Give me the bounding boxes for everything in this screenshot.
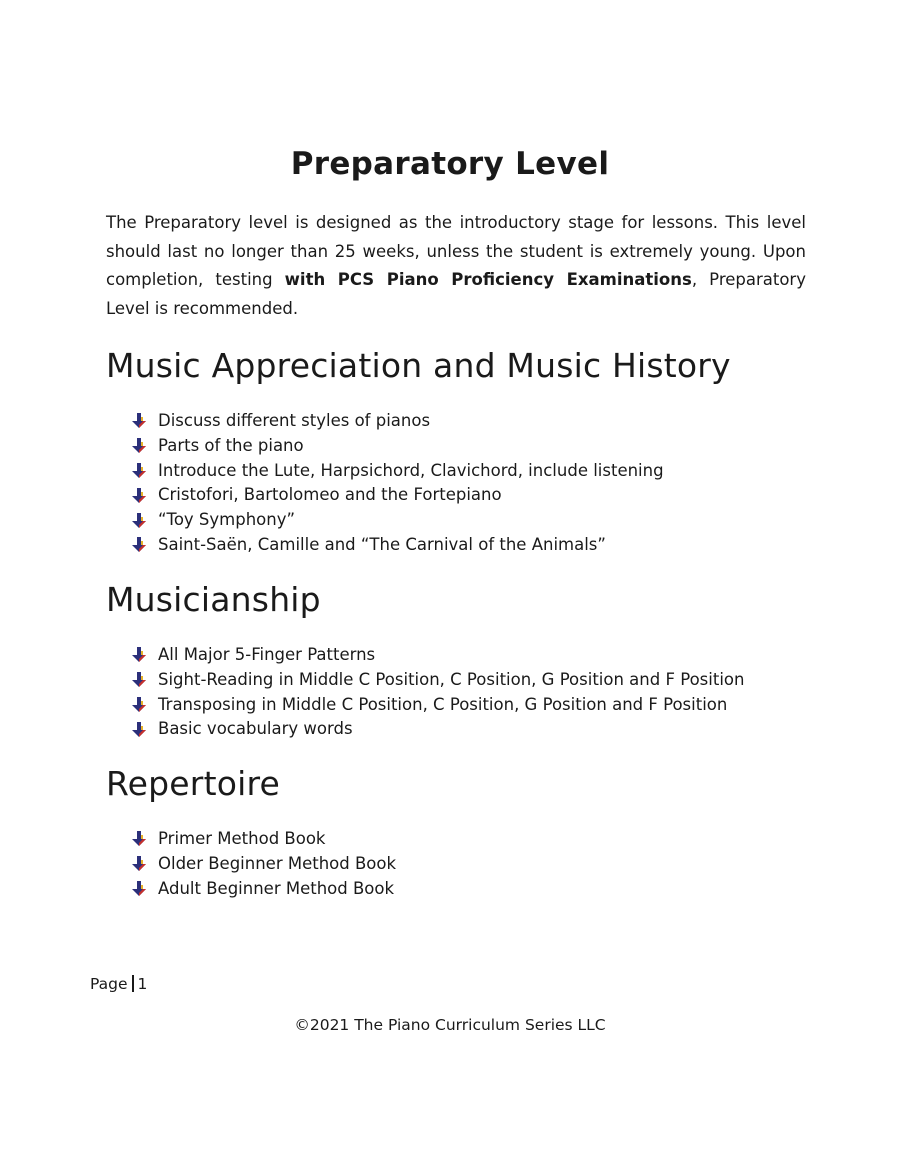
page-label: Page — [90, 975, 128, 993]
arrow-down-bullet-icon — [130, 879, 158, 899]
list-item — [130, 827, 396, 852]
list-item-text: All Major 5-Finger Patterns — [158, 645, 376, 664]
arrow-down-bullet-icon — [130, 535, 158, 555]
music-history-list — [130, 409, 664, 558]
list-item — [130, 483, 664, 508]
intro-paragraph — [106, 209, 806, 323]
list-item — [130, 877, 396, 902]
section-heading-musicianship: Musicianship — [106, 580, 321, 619]
page-separator — [132, 975, 134, 992]
intro-text-start: The Preparatory level is designed as the introductory stage for lessons. This level should last no longer than 25 weeks, unless the student is extremely young. Upon completion, testing — [106, 213, 806, 289]
list-item — [130, 852, 396, 877]
list-item — [130, 434, 664, 459]
page-number: 1 — [137, 975, 148, 993]
arrow-down-bullet-icon — [130, 436, 158, 456]
list-item — [130, 668, 744, 693]
arrow-down-bullet-icon — [130, 854, 158, 874]
arrow-down-bullet-icon — [130, 829, 158, 849]
section-heading-music-history: Music Appreciation and Music History — [106, 346, 731, 385]
list-item — [130, 717, 744, 742]
list-item-text: Older Beginner Method Book — [158, 853, 397, 873]
musicianship-list — [130, 643, 744, 742]
list-item — [130, 508, 664, 533]
list-item-text: Discuss different styles of pianos — [158, 411, 431, 430]
list-item — [130, 409, 664, 434]
arrow-down-bullet-icon — [130, 511, 158, 531]
list-item-text: Parts of the piano — [158, 435, 304, 455]
page-title: Preparatory Level — [290, 146, 610, 182]
intro-text-bold: with PCS Piano Proficiency Examinations — [284, 270, 692, 289]
repertoire-list — [130, 827, 396, 901]
page-number-footer — [90, 975, 147, 993]
list-item-text: “Toy Symphony” — [158, 510, 296, 530]
list-item-text: Saint-Saën, Camille and “The Carnival of the Animals” — [158, 534, 606, 554]
list-item-text: Introduce the Lute, Harpsichord, Clavichord, include listening — [158, 460, 664, 480]
list-item-text: Cristofori, Bartolomeo and the Fortepiano — [158, 485, 502, 505]
list-item — [130, 533, 664, 558]
arrow-down-bullet-icon — [130, 486, 158, 506]
list-item-text: Adult Beginner Method Book — [158, 878, 395, 898]
intro-text-end: , Preparatory Level is recommended. — [106, 270, 806, 318]
list-item — [130, 643, 744, 668]
arrow-down-bullet-icon — [130, 461, 158, 481]
list-item-text: Basic vocabulary words — [158, 719, 353, 739]
section-heading-repertoire: Repertoire — [106, 764, 281, 803]
arrow-down-bullet-icon — [130, 670, 158, 690]
copyright-notice: ©2021 The Piano Curriculum Series LLC — [294, 1016, 606, 1034]
arrow-down-bullet-icon — [130, 720, 158, 740]
list-item — [130, 693, 744, 718]
list-item-text: Primer Method Book — [158, 829, 326, 848]
list-item-text: Transposing in Middle C Position, C Position, G Position and F Position — [158, 694, 728, 714]
list-item — [130, 459, 664, 484]
arrow-down-bullet-icon — [130, 695, 158, 715]
arrow-down-bullet-icon — [130, 645, 158, 665]
arrow-down-bullet-icon — [130, 411, 158, 431]
list-item-text: Sight-Reading in Middle C Position, C Position, G Position and F Position — [158, 669, 745, 689]
